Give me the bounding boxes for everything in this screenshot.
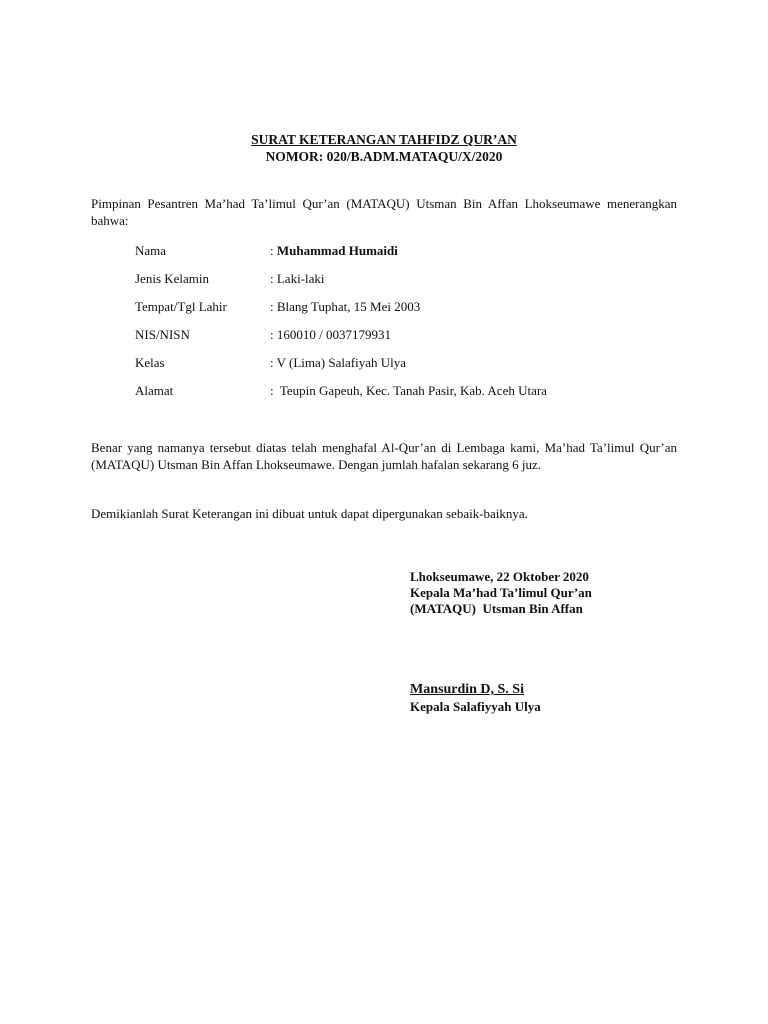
- signature-block: [410, 569, 710, 617]
- signer-block: [410, 681, 710, 715]
- signer-name: Mansurdin D, S. Si: [410, 682, 524, 697]
- document-title: SURAT KETERANGAN TAHFIDZ QUR’AN: [251, 132, 517, 147]
- signer-title: Kepala Salafiyyah Ulya: [410, 699, 541, 714]
- field-row-tempat-tgl-lahir: [135, 299, 655, 327]
- signer-position-line1: Kepala Ma’had Ta’limul Qur’an: [410, 585, 592, 600]
- field-value: : V (Lima) Salafiyah Ulya: [270, 355, 406, 370]
- field-label: Jenis Kelamin: [135, 271, 210, 286]
- student-details: [135, 243, 655, 411]
- field-value: : Teupin Gapeuh, Kec. Tanah Pasir, Kab. Aceh Utara: [270, 383, 547, 398]
- field-row-nama: [135, 243, 655, 271]
- signer-position-line2: (MATAQU) Utsman Bin Affan: [410, 601, 583, 616]
- document-header: [0, 131, 768, 165]
- field-value: : Laki-laki: [270, 271, 325, 286]
- field-label: Kelas: [135, 355, 165, 370]
- student-name: Muhammad Humaidi: [276, 243, 398, 258]
- field-row-jenis-kelamin: [135, 271, 655, 299]
- field-row-nis-nisn: [135, 327, 655, 355]
- body-text-1: Benar yang namanya tersebut diatas telah menghafal Al-Qur’an di Lembaga kami, Ma’had Ta’limul Qur’an (MATAQU) Utsman Bin Affan Lhokseumawe. Dengan jumlah hafalan sekarang 6 juz.: [91, 440, 677, 472]
- field-label: NIS/NISN: [135, 327, 190, 342]
- field-label: Nama: [135, 243, 167, 258]
- body-paragraph: [91, 439, 677, 473]
- field-value: [270, 243, 655, 259]
- closing-text: Demikianlah Surat Keterangan ini dibuat untuk dapat dipergunakan sebaik-baiknya.: [91, 506, 528, 521]
- intro-text: Pimpinan Pesantren Ma’had Ta’limul Qur’an (MATAQU) Utsman Bin Affan Lhokseumawe menerangkan bahwa:: [91, 196, 677, 228]
- intro-paragraph: [91, 195, 677, 229]
- field-label: Alamat: [135, 383, 174, 398]
- field-value: : 160010 / 0037179931: [270, 327, 391, 342]
- document-number: NOMOR: 020/B.ADM.MATAQU/X/2020: [265, 149, 503, 164]
- field-row-kelas: [135, 355, 655, 383]
- closing-paragraph: [91, 505, 677, 522]
- field-value: : Blang Tuphat, 15 Mei 2003: [270, 299, 421, 314]
- field-label: Tempat/Tgl Lahir: [135, 299, 227, 314]
- field-value-prefix: :: [270, 243, 277, 258]
- place-date: Lhokseumawe, 22 Oktober 2020: [410, 569, 589, 584]
- field-row-alamat: [135, 383, 655, 411]
